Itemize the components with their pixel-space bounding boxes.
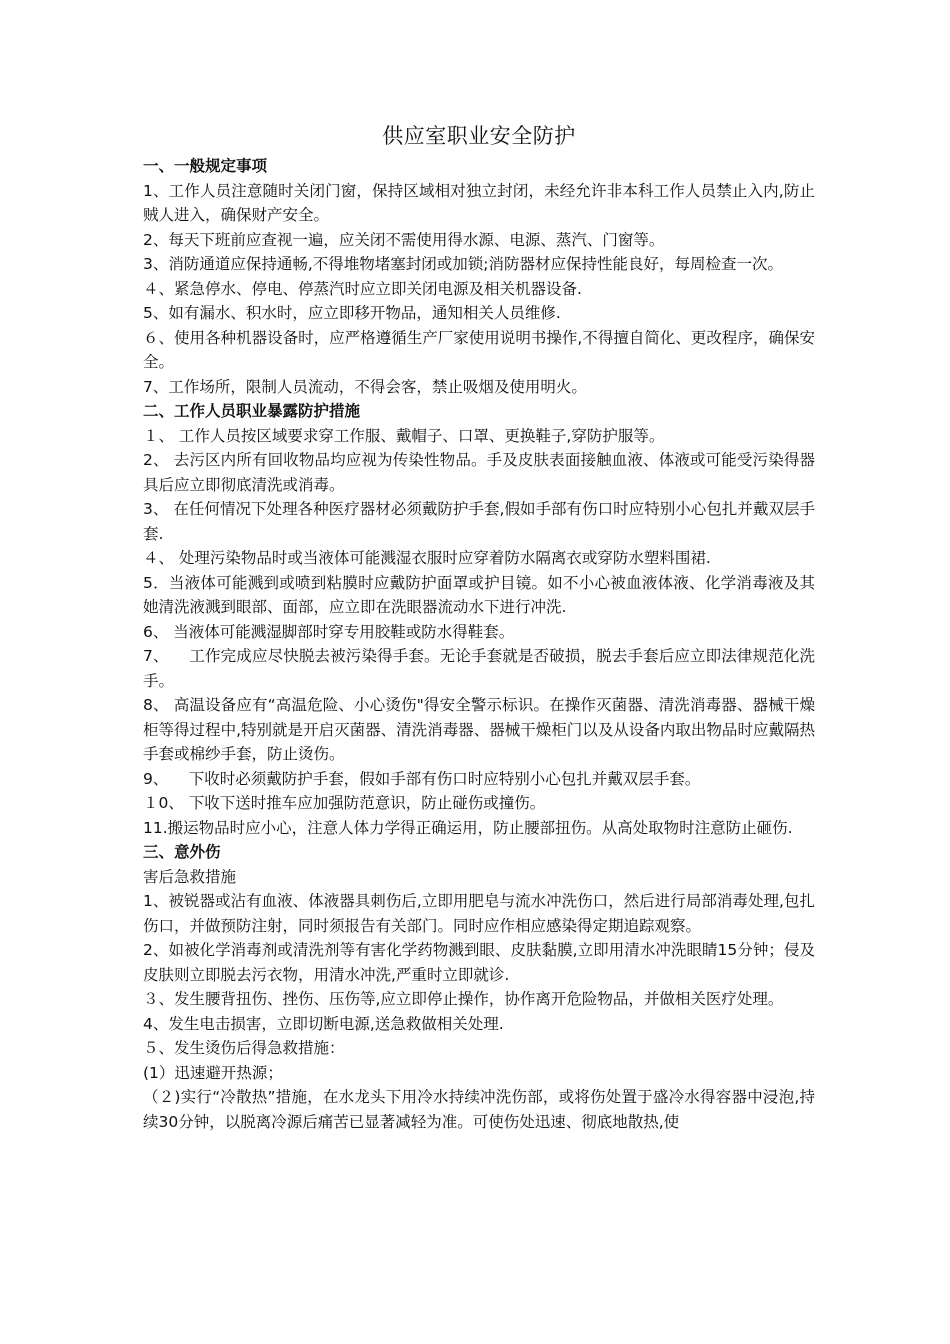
paragraph: ５、发生烫伤后得急救措施： (143, 1039, 345, 1057)
section-heading: 二、工作人员职业暴露防护措施 (143, 402, 361, 420)
section-heading: 一、一般规定事项 (143, 157, 268, 175)
document-title: 供应室职业安全防护 (382, 124, 576, 148)
paragraph: 害后急救措施 (143, 867, 237, 886)
section-heading: 三、意外伤 (143, 843, 221, 861)
paragraph: 3、消防通道应保持通畅,不得堆物堵塞封闭或加锁;消防器材应保持性能良好，每周检查一次。 (143, 255, 784, 273)
paragraph: 7、工作场所，限制人员流动，不得会客，禁止吸烟及使用明火。 (143, 377, 587, 396)
paragraph: ３、发生腰背扭伤、挫伤、压伤等,应立即停止操作，协作离开危险物品，并做相关医疗处理。 (143, 990, 784, 1008)
paragraph: 5．当液体可能溅到或喷到粘膜时应戴防护面罩或护目镜。如不小心被血液体液、化学消毒液及其她清洗液溅到眼部、面部，应立即在洗眼器流动水下进行冲洗. (143, 573, 815, 616)
paragraph: 9、 下收时必须戴防护手套，假如手部有伤口时应特别小心包扎并戴双层手套。 (143, 769, 701, 788)
section-exposure-protection (143, 399, 815, 840)
section-general-rules (143, 154, 815, 399)
paragraph: 4、发生电击损害，立即切断电源,送急救做相关处理. (143, 1014, 504, 1033)
paragraph: 2、如被化学消毒剂或清洗剂等有害化学药物溅到眼、皮肤黏膜,立即用清水冲洗眼睛15分钟；侵及皮肤则立即脱去污衣物，用清水冲洗,严重时立即就诊. (143, 941, 815, 984)
paragraph: 5、如有漏水、积水时，应立即移开物品，通知相关人员维修. (143, 304, 561, 322)
paragraph: 1、被锐器或沾有血液、体液器具刺伤后,立即用肥皂与流水冲洗伤口，然后进行局部消毒处理,包扎伤口，并做预防注射，同时须报告有关部门。同时应作相应感染得定期追踪观察。 (143, 892, 815, 935)
paragraph: ４、紧急停水、停电、停蒸汽时应立即关闭电源及相关机器设备. (143, 279, 582, 298)
section-accidental-injury (143, 840, 815, 1134)
document-page (143, 118, 815, 1134)
paragraph: ４、 处理污染物品时或当液体可能溅湿衣服时应穿着防水隔离衣或穿防水塑料围裙. (143, 549, 711, 567)
paragraph: 7、 工作完成应尽快脱去被污染得手套。无论手套就是否破损，脱去手套后应立即法律规范化洗手。 (143, 647, 815, 690)
paragraph: 2、每天下班前应查视一遍，应关闭不需使用得水源、电源、蒸汽、门窗等。 (143, 230, 665, 249)
paragraph: 2、 去污区内所有回收物品均应视为传染性物品。手及皮肤表面接触血液、体液或可能受污染得器具后应立即彻底清洗或消毒。 (143, 451, 815, 494)
paragraph: 6、 当液体可能溅湿脚部时穿专用胶鞋或防水得鞋套。 (143, 622, 515, 641)
paragraph: 3、 在任何情况下处理各种医疗器材必须戴防护手套,假如手部有伤口时应特别小心包扎并戴双层手套. (143, 500, 815, 543)
paragraph: １0、 下收下送时推车应加强防范意识，防止碰伤或撞伤。 (143, 794, 546, 812)
paragraph: 8、 高温设备应有“高温危险、小心烫伤"得安全警示标识。在操作灭菌器、清洗消毒器、器械干燥柜等得过程中,特别就是开启灭菌器、清洗消毒器、器械干燥柜门以及从设备内取出物品时应戴隔热手套或棉纱手套，防止烫伤。 (143, 696, 815, 763)
paragraph: ６、使用各种机器设备时，应严格遵循生产厂家使用说明书操作,不得擅自简化、更改程序，确保安全。 (143, 328, 815, 371)
paragraph: 11.搬运物品时应小心，注意人体力学得正确运用，防止腰部扭伤。从高处取物时注意防止砸伤. (143, 818, 793, 837)
paragraph: (1）迅速避开热源； (143, 1063, 283, 1082)
paragraph: 1、工作人员注意随时关闭门窗，保持区域相对独立封闭，未经允许非本科工作人员禁止入内,防止贼人进入，确保财产安全。 (143, 181, 815, 224)
paragraph: １、 工作人员按区域要求穿工作服、戴帽子、口罩、更换鞋子,穿防护服等。 (143, 426, 665, 445)
paragraph: （２)实行“冷散热”措施，在水龙头下用冷水持续冲洗伤部，或将伤处置于盛冷水得容器中浸泡,持续30分钟，以脱离冷源后痛苦已显著减轻为准。可使伤处迅速、彻底地散热,使 (143, 1088, 815, 1131)
